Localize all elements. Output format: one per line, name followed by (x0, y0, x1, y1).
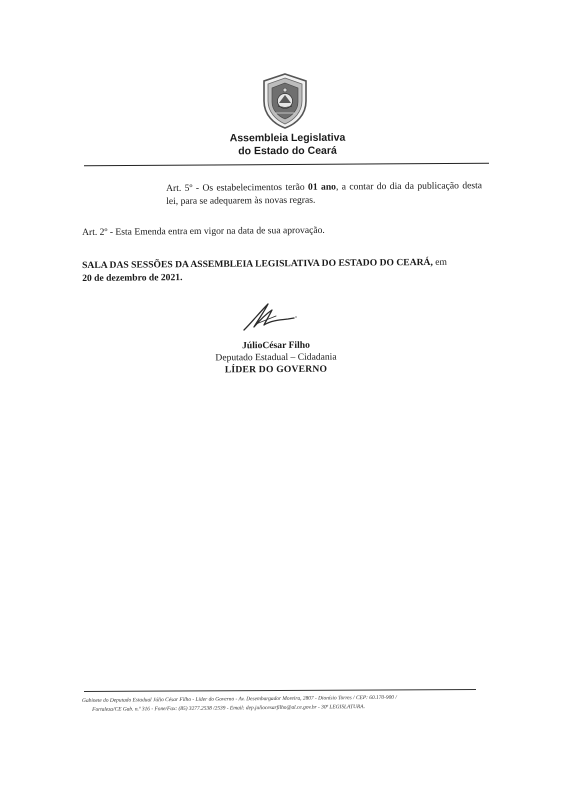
article-5-suffix: , a contar do dia da publicação desta lei, para se adequarem às novas regras. (166, 180, 483, 207)
article-2-paragraph: Art. 2º - Esta Emenda entra em vigor na data de sua aprovação. (82, 224, 325, 238)
session-closing-main: SALA DAS SESSÕES DA ASSEMBLEIA LEGISLATIVA DO ESTADO DO CEARÁ, (82, 256, 433, 271)
header-divider (84, 163, 489, 166)
article-5-paragraph (166, 179, 482, 208)
signatory-title: LÍDER DO GOVERNO (224, 363, 328, 376)
footer-divider (84, 689, 476, 692)
session-closing-paragraph (82, 255, 484, 285)
org-name-line-2: do Estado do Ceará (238, 144, 337, 158)
article-5-prefix: Art. 5º - Os estabelecimentos terão (166, 181, 309, 194)
coat-of-arms-seal (260, 73, 310, 129)
org-name-line-1: Assembleia Legislativa (229, 131, 346, 145)
session-closing-em: em (432, 256, 448, 268)
session-closing-date: 20 de dezembro de 2021. (82, 272, 183, 284)
footer-contact (82, 693, 482, 715)
article-5-deadline: 01 ano (307, 181, 336, 193)
handwritten-signature (238, 300, 300, 334)
footer-line-1: Gabinete do Deputado Estadual Júlio César Filho - Líder do Governo - Av. Desembargador Moreira, 2807 - Dionísio Torres / CEP: 60.170-900 / (82, 694, 397, 704)
footer-line-2: Fortaleza/CE Gab. n.º 316 - Fone/Fax: (85) 3277.2538 /2539 - Email: dep.juliocesarfilho@al.ce.gov.br - 30ª LEGISLATURA. (92, 704, 365, 713)
signatory-role: Deputado Estadual – Cidadania (215, 351, 337, 364)
signatory-name: JúlioCésar Filho (242, 339, 310, 352)
